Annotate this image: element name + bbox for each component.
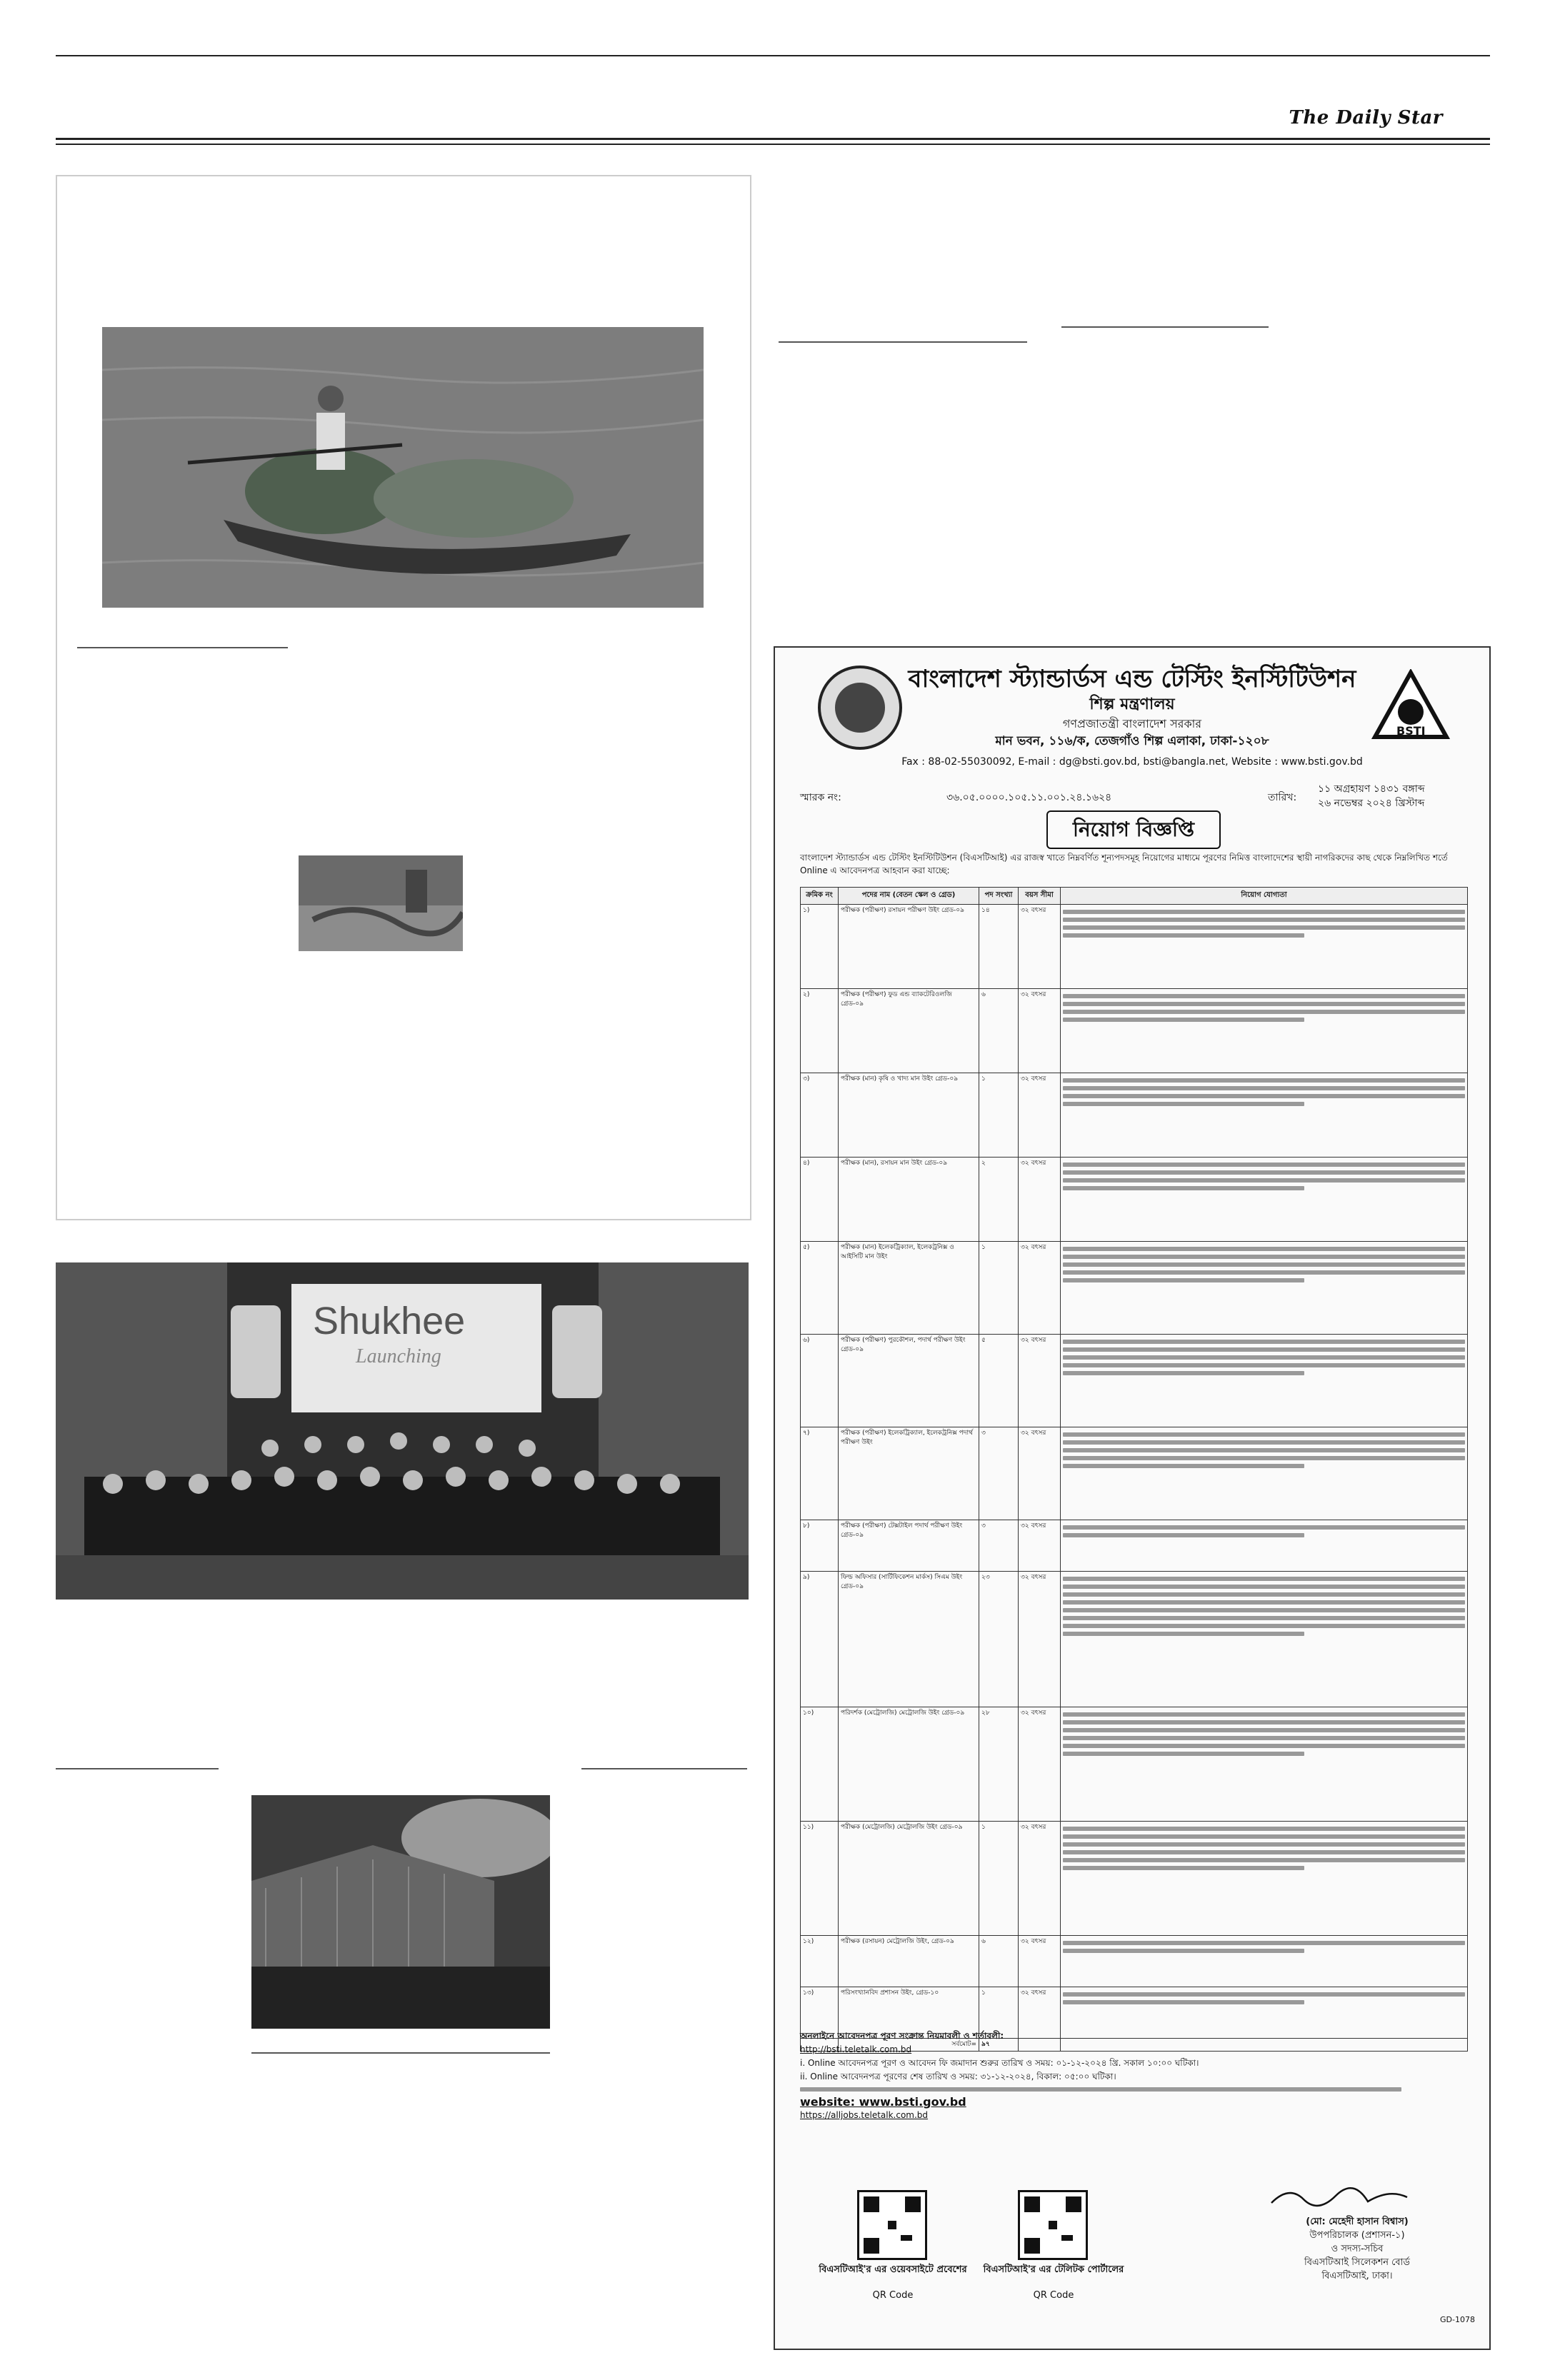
fire-photo: [251, 1795, 550, 2029]
launch-event-photo: [56, 1262, 749, 1600]
col-serial: ক্রমিক নং: [801, 888, 839, 905]
table-row: ৯) ফিল্ড অফিসার (সার্টিফিকেশন মার্কস) সিএম উইং গ্রেড-০৯ ২৩ ৩২ বৎসর: [801, 1572, 1468, 1707]
table-row: ৫) পরীক্ষক (মান) ইলেকট্রিক্যাল, ইলেকট্রনিক্স ও আইসিটি মান উইং ১ ৩২ বৎসর: [801, 1242, 1468, 1335]
masthead-rule-lower: [56, 144, 1490, 145]
col-count: পদ সংখ্যা: [979, 888, 1019, 905]
qr2-label: বিএসটিআই'র এর টেলিটক পোর্টালের: [983, 2264, 1124, 2275]
masthead-rule-upper: [56, 138, 1490, 140]
org-address: মান ভবন, ১১৬/ক, তেজগাঁও শিল্প এলাকা, ঢাকা-১২০৮: [995, 734, 1269, 748]
memo-number: ৩৬.০৫.০০০০.১০৫.১১.০০১.২৪.১৬২৪: [946, 792, 1112, 803]
bsti-job-advertisement: [774, 646, 1491, 2350]
qr1-code-label: QR Code: [872, 2290, 914, 2301]
vacancy-table: [800, 887, 1468, 2052]
table-row: ১২) পরীক্ষক (রসায়ন) মেট্রোলজি উইং, গ্রেড-০৯ ৬ ৩২ বৎসর: [801, 1936, 1468, 1987]
small-photo: [299, 855, 463, 951]
qr2-code-label: QR Code: [1033, 2290, 1074, 2301]
signature-mark: [1268, 2181, 1411, 2210]
table-row: ৭) পরীক্ষক (পরীক্ষণ) ইলেকট্রিক্যাল, ইলেকট্রনিক্স পদার্থ পরীক্ষণ উইং ৩ ৩২ বৎসর: [801, 1427, 1468, 1520]
right-rule-2: [1061, 326, 1269, 328]
table-row: ৬) পরীক্ষক (পরীক্ষণ) পুরকৌশল, পদার্থ পরীক্ষণ উইং গ্রেড-০৯ ৫ ৩২ বৎসর: [801, 1335, 1468, 1427]
teletalk-qr-code: [1018, 2190, 1088, 2260]
table-row: ৩) পরীক্ষক (মান) কৃষি ও খাদ্য মান উইং গ্রেড-০৯ ১ ৩২ বৎসর: [801, 1073, 1468, 1158]
government-name: গণপ্রজাতন্ত্রী বাংলাদেশ সরকার: [1062, 717, 1202, 730]
website-qr-code: [857, 2190, 927, 2260]
fire-caption-rule: [251, 2052, 550, 2054]
boat-photo: [102, 327, 704, 608]
left-rule-bottom: [56, 1768, 219, 1769]
signer-title-3: বিএসটিআই সিলেকশন বোর্ড: [1304, 2257, 1411, 2268]
signer-title-4: বিএসটিআই, ঢাকা।: [1321, 2271, 1393, 2281]
org-contact: Fax : 88-02-55030092, E-mail : dg@bsti.gov.bd, bsti@bangla.net, Website : www.bsti.gov.bd: [901, 756, 1363, 768]
top-rule: [56, 55, 1490, 56]
notice-intro: বাংলাদেশ স্ট্যান্ডার্ডস এন্ড টেস্টিং ইনস্টিটিউশন (বিএসটিআই) এর রাজস্ব খাতে নিম্নবর্ণিত শূন্যপদসমূহ নিয়োগের মাধ্যমে পূরণের নিমিত্ত বাংলাদেশের স্থায়ী নাগরিকদের কাছ থেকে নিম্নলিখিত শর্তে Online এ আবেদনপত্র আহবান করা যাচ্ছে:: [800, 853, 1448, 875]
table-row: ১১) পরীক্ষক (মেট্রোলজি) মেট্রোলজি উইং গ্রেড-০৯ ১ ৩২ বৎসর: [801, 1822, 1468, 1936]
table-row: ১) পরীক্ষক (পরীক্ষণ) রসায়ন পরীক্ষণ উইং গ্রেড-০৯ ১৪ ৩২ বৎসর: [801, 905, 1468, 989]
memo-label: স্মারক নং:: [800, 792, 841, 803]
signer-block: [1268, 2215, 1446, 2283]
table-row: ৮) পরীক্ষক (পরীক্ষণ) টেক্সটাইল পদার্থ পরীক্ষণ উইং গ্রেড-০৯ ৩ ৩২ বৎসর: [801, 1520, 1468, 1572]
masthead: The Daily Star: [1289, 107, 1443, 129]
notice-title: নিয়োগ বিজ্ঞপ্তি: [1046, 810, 1221, 849]
website-text[interactable]: website: www.bsti.gov.bd: [800, 2095, 966, 2109]
svg-text:Shukhee: Shukhee: [313, 1300, 466, 1342]
bsti-logo: [1371, 669, 1450, 740]
signer-title-1: উপপরিচালক (প্রশাসন-১): [1309, 2230, 1405, 2241]
table-row: ১০) পরিদর্শক (মেট্রোলজি) মেট্রোলজি উইং গ্রেড-০৯ ২৮ ৩২ বৎসর: [801, 1707, 1468, 1822]
online-start: i. Online আবেদনপত্র পূরণ ও আবেদন ফি জমাদান শুরুর তারিখ ও সময়: ০১-১২-২০২৪ খ্রি. সকাল ১০:০০ ঘটিকা।: [800, 2058, 1199, 2068]
right-rule-1: [779, 341, 1027, 343]
terms-title: অনলাইনে আবেদনপত্র পূরণ সংক্রান্ত নিয়মাবলী ও শর্তাবলী:: [800, 2031, 1004, 2041]
apply-url[interactable]: http://bsti.teletalk.com.bd: [800, 2044, 912, 2054]
terms-section: [800, 2029, 1468, 2122]
col-post: পদের নাম (বেতন স্কেল ও গ্রেড): [839, 888, 979, 905]
ministry-name: শিল্প মন্ত্রণালয়: [1089, 696, 1175, 713]
online-end: ii. Online আবেদনপত্র পূরণের শেষ তারিখ ও সময়: ৩১-১২-২০২৪, বিকাল: ০৫:০০ ঘটিকা।: [800, 2072, 1116, 2082]
right-rule-bottom: [581, 1768, 747, 1769]
alljobs-url[interactable]: https://alljobs.teletalk.com.bd: [800, 2110, 929, 2120]
svg-text:BSTI: BSTI: [1396, 724, 1426, 738]
table-row: ৪) পরীক্ষক (মান), রসায়ন মান উইং গ্রেড-০৯ ২ ৩২ বৎসর: [801, 1158, 1468, 1242]
government-seal: [818, 666, 902, 750]
col-age: বয়স সীমা: [1019, 888, 1061, 905]
svg-text:Launching: Launching: [356, 1345, 441, 1367]
caption-rule: [77, 647, 288, 648]
signer-title-2: ও সদস্য-সচিব: [1331, 2244, 1384, 2254]
col-qualification: নিয়োগ যোগ্যতা: [1061, 888, 1468, 905]
qr1-label: বিএসটিআই'র এর ওয়েবসাইটে প্রবেশের: [819, 2264, 967, 2275]
date-label: তারিখ:: [1268, 792, 1297, 803]
org-name: বাংলাদেশ স্ট্যান্ডার্ডস এন্ড টেস্টিং ইনস্টিটিউশন: [908, 665, 1356, 693]
gd-number: GD-1078: [1440, 2315, 1475, 2324]
signer-name: (মো: মেহেদী হাসান বিশ্বাস): [1306, 2216, 1409, 2227]
total-row: সর্বমোট= ৯৭: [801, 2039, 1468, 2052]
date-bangla: ১১ অগ্রহায়ণ ১৪৩১ বঙ্গাব্দ: [1318, 783, 1425, 795]
table-row: ১৩) পরিসংখ্যানবিদ প্রশাসন উইং, গ্রেড-১০ ১ ৩২ বৎসর: [801, 1987, 1468, 2039]
table-row: ২) পরীক্ষক (পরীক্ষণ) ফুড এন্ড ব্যাকটেরিওলজি গ্রেড-০৯ ৬ ৩২ বৎসর: [801, 989, 1468, 1073]
date-english: ২৬ নভেম্বর ২০২৪ খ্রিস্টাব্দ: [1318, 798, 1425, 809]
